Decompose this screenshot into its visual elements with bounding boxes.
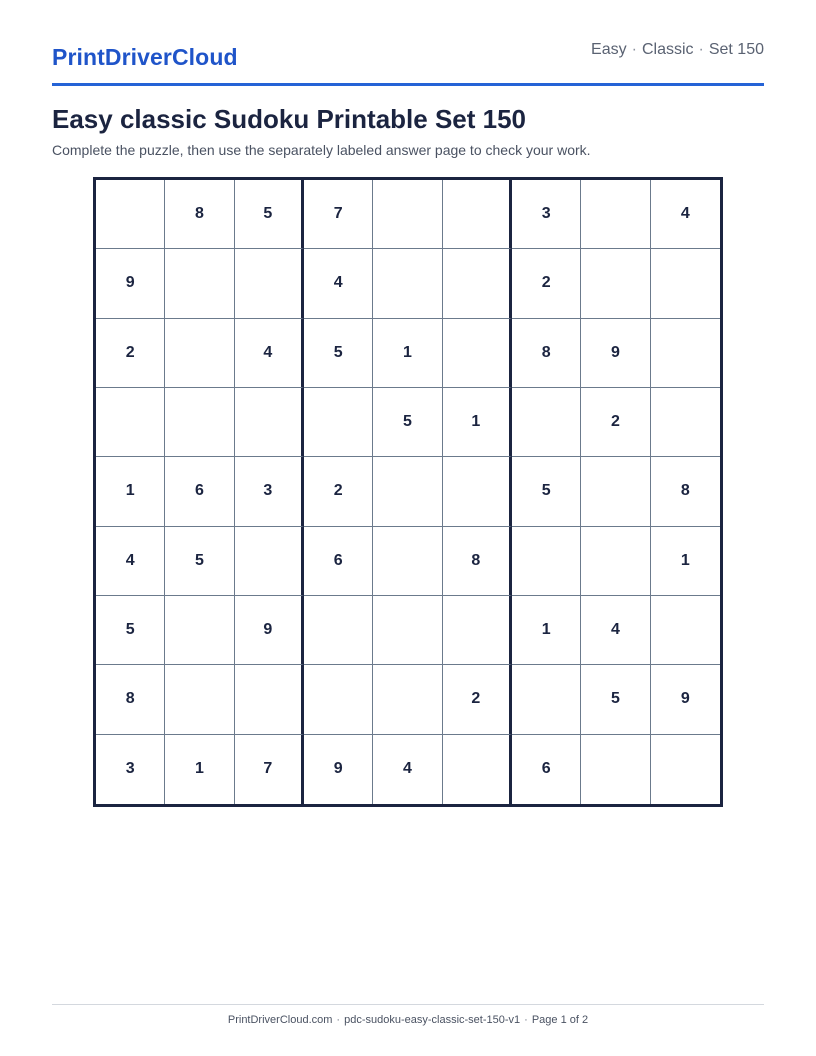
meta-separator: · <box>631 41 637 58</box>
brand-logo-text[interactable]: PrintDriverCloud <box>52 44 238 70</box>
sudoku-cell-r9-c4[interactable]: 9 <box>304 735 373 804</box>
sudoku-cell-r4-c5[interactable]: 5 <box>373 388 442 457</box>
sudoku-cell-r6-c7[interactable] <box>512 527 581 596</box>
sudoku-cell-r3-c2[interactable] <box>165 319 234 388</box>
sudoku-cell-r5-c7[interactable]: 5 <box>512 457 581 526</box>
sudoku-cell-r3-c3[interactable]: 4 <box>235 319 304 388</box>
sudoku-cell-r5-c5[interactable] <box>373 457 442 526</box>
sudoku-cell-r5-c2[interactable]: 6 <box>165 457 234 526</box>
sudoku-cell-r9-c1[interactable]: 3 <box>96 735 165 804</box>
sudoku-cell-r7-c9[interactable] <box>651 596 720 665</box>
sudoku-cell-r1-c1[interactable] <box>96 180 165 249</box>
sudoku-cell-r4-c2[interactable] <box>165 388 234 457</box>
sudoku-cell-r2-c1[interactable]: 9 <box>96 249 165 318</box>
sudoku-cell-r9-c5[interactable]: 4 <box>373 735 442 804</box>
sudoku-cell-r6-c4[interactable]: 6 <box>304 527 373 596</box>
sudoku-cell-r7-c1[interactable]: 5 <box>96 596 165 665</box>
sudoku-cell-r3-c5[interactable]: 1 <box>373 319 442 388</box>
sudoku-cell-r2-c6[interactable] <box>443 249 512 318</box>
sudoku-cell-r3-c1[interactable]: 2 <box>96 319 165 388</box>
meta-difficulty: Easy <box>591 41 627 58</box>
sudoku-cell-r6-c9[interactable]: 1 <box>651 527 720 596</box>
sudoku-cell-r3-c8[interactable]: 9 <box>581 319 650 388</box>
sudoku-cell-r9-c3[interactable]: 7 <box>235 735 304 804</box>
sudoku-cell-r7-c5[interactable] <box>373 596 442 665</box>
sudoku-cell-r2-c9[interactable] <box>651 249 720 318</box>
sudoku-cell-r7-c6[interactable] <box>443 596 512 665</box>
sudoku-cell-r3-c7[interactable]: 8 <box>512 319 581 388</box>
sudoku-cell-r6-c2[interactable]: 5 <box>165 527 234 596</box>
sudoku-cell-r6-c5[interactable] <box>373 527 442 596</box>
sudoku-cell-r5-c9[interactable]: 8 <box>651 457 720 526</box>
sudoku-cell-r2-c7[interactable]: 2 <box>512 249 581 318</box>
sudoku-cell-r6-c3[interactable] <box>235 527 304 596</box>
sudoku-cell-r5-c3[interactable]: 3 <box>235 457 304 526</box>
sudoku-cell-r4-c3[interactable] <box>235 388 304 457</box>
sudoku-cell-r6-c6[interactable]: 8 <box>443 527 512 596</box>
meta-variant: Classic <box>641 41 694 58</box>
sudoku-cell-r7-c2[interactable] <box>165 596 234 665</box>
footer-separator: · <box>524 1014 528 1026</box>
sudoku-cell-r7-c7[interactable]: 1 <box>512 596 581 665</box>
sudoku-cell-r8-c2[interactable] <box>165 665 234 734</box>
sudoku-cell-r8-c4[interactable] <box>304 665 373 734</box>
puzzle-meta <box>591 41 764 59</box>
sudoku-cell-r8-c9[interactable]: 9 <box>651 665 720 734</box>
sudoku-cell-r9-c7[interactable]: 6 <box>512 735 581 804</box>
sudoku-cell-r2-c3[interactable] <box>235 249 304 318</box>
sudoku-cell-r2-c5[interactable] <box>373 249 442 318</box>
sudoku-cell-r5-c1[interactable]: 1 <box>96 457 165 526</box>
sudoku-cell-r4-c9[interactable] <box>651 388 720 457</box>
sudoku-cell-r6-c1[interactable]: 4 <box>96 527 165 596</box>
page-subtitle: Complete the puzzle, then use the separately labeled answer page to check your work. <box>52 142 591 158</box>
sudoku-cell-r2-c2[interactable] <box>165 249 234 318</box>
sudoku-cell-r7-c4[interactable] <box>304 596 373 665</box>
sudoku-cell-r9-c8[interactable] <box>581 735 650 804</box>
sudoku-cell-r8-c1[interactable]: 8 <box>96 665 165 734</box>
sudoku-cell-r8-c3[interactable] <box>235 665 304 734</box>
sudoku-cell-r7-c3[interactable]: 9 <box>235 596 304 665</box>
sudoku-cell-r4-c7[interactable] <box>512 388 581 457</box>
sudoku-cell-r8-c8[interactable]: 5 <box>581 665 650 734</box>
sudoku-cell-r1-c7[interactable]: 3 <box>512 180 581 249</box>
sudoku-cell-r7-c8[interactable]: 4 <box>581 596 650 665</box>
sudoku-grid <box>93 177 723 807</box>
meta-set: Set 150 <box>708 41 764 58</box>
footer-separator: · <box>336 1014 341 1026</box>
sudoku-cell-r4-c1[interactable] <box>96 388 165 457</box>
footer-site: PrintDriverCloud.com <box>227 1014 333 1026</box>
sudoku-cell-r1-c8[interactable] <box>581 180 650 249</box>
sudoku-cell-r6-c8[interactable] <box>581 527 650 596</box>
sudoku-cell-r2-c8[interactable] <box>581 249 650 318</box>
sudoku-cell-r8-c7[interactable] <box>512 665 581 734</box>
sudoku-cell-r4-c6[interactable]: 1 <box>443 388 512 457</box>
sudoku-cell-r4-c4[interactable] <box>304 388 373 457</box>
sudoku-cell-r9-c6[interactable] <box>443 735 512 804</box>
meta-separator: · <box>698 41 704 58</box>
footer-code: pdc-sudoku-easy-classic-set-150-v1 <box>344 1014 521 1026</box>
sudoku-cell-r1-c5[interactable] <box>373 180 442 249</box>
sudoku-cell-r1-c3[interactable]: 5 <box>235 180 304 249</box>
sudoku-cell-r1-c4[interactable]: 7 <box>304 180 373 249</box>
sudoku-cell-r9-c9[interactable] <box>651 735 720 804</box>
sudoku-cell-r3-c6[interactable] <box>443 319 512 388</box>
sudoku-cell-r4-c8[interactable]: 2 <box>581 388 650 457</box>
sudoku-cell-r2-c4[interactable]: 4 <box>304 249 373 318</box>
footer-divider <box>52 1004 764 1005</box>
page-title: Easy classic Sudoku Printable Set 150 <box>52 104 527 134</box>
sudoku-cell-r8-c6[interactable]: 2 <box>443 665 512 734</box>
page-header <box>52 40 764 86</box>
sudoku-cell-r1-c9[interactable]: 4 <box>651 180 720 249</box>
footer-page-number: Page 1 of 2 <box>531 1014 589 1026</box>
sudoku-cell-r5-c8[interactable] <box>581 457 650 526</box>
sudoku-cell-r3-c9[interactable] <box>651 319 720 388</box>
sudoku-cell-r5-c4[interactable]: 2 <box>304 457 373 526</box>
sudoku-cell-r1-c2[interactable]: 8 <box>165 180 234 249</box>
sudoku-cell-r1-c6[interactable] <box>443 180 512 249</box>
sudoku-cell-r5-c6[interactable] <box>443 457 512 526</box>
sudoku-cell-r9-c2[interactable]: 1 <box>165 735 234 804</box>
sudoku-cell-r8-c5[interactable] <box>373 665 442 734</box>
sudoku-cell-r3-c4[interactable]: 5 <box>304 319 373 388</box>
page-footer <box>0 1014 816 1026</box>
